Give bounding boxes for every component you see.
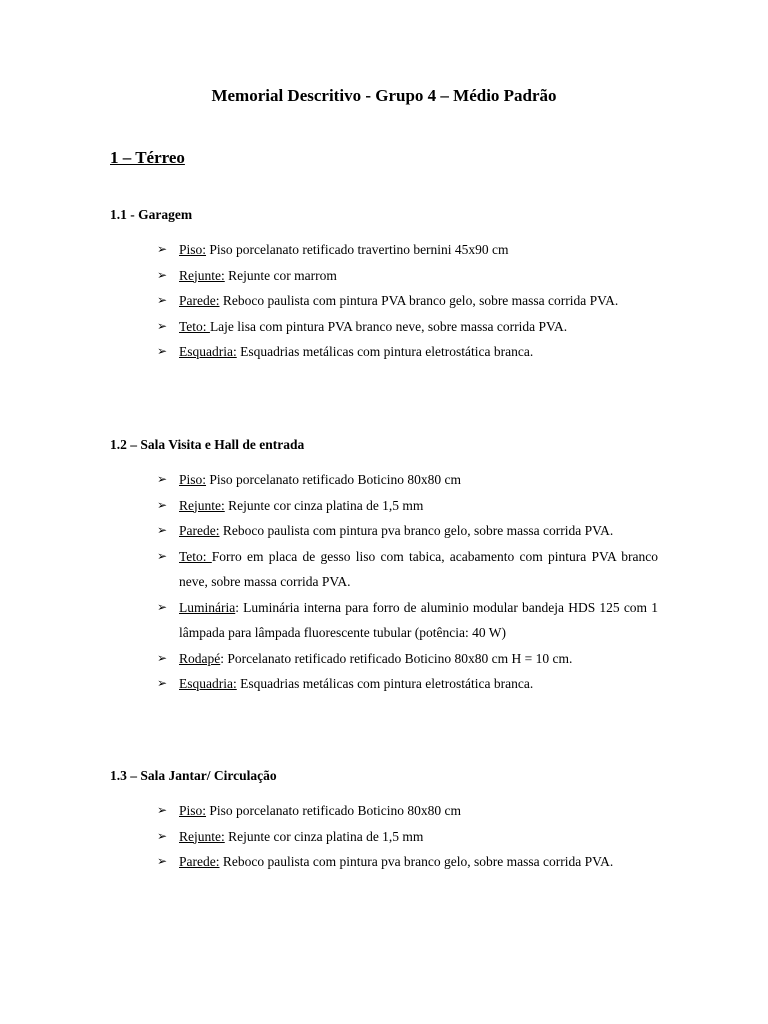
list-item	[157, 646, 658, 672]
arrowhead-bullet-icon: ➢	[157, 854, 168, 868]
arrowhead-bullet-icon: ➢	[157, 548, 168, 563]
item-text: Piso porcelanato retificado Boticino 80x80 cm	[206, 803, 461, 818]
list-item	[157, 798, 658, 824]
item-label: Piso:	[179, 472, 207, 487]
item-text: Rejunte cor cinza platina de 1,5 mm	[224, 497, 424, 513]
item-text: : Porcelanato retificado retificado Boticino 80x80 cm H = 10 cm.	[220, 650, 573, 666]
item-label: Rejunte:	[179, 828, 225, 844]
list-item	[157, 237, 658, 263]
list-item	[157, 518, 658, 544]
item-label: Rejunte:	[179, 267, 225, 283]
arrowhead-bullet-icon: ➢	[157, 293, 168, 307]
item-text: Laje lisa com pintura PVA branco neve, sobre massa corrida PVA.	[209, 318, 568, 334]
arrowhead-bullet-icon: ➢	[157, 242, 168, 256]
arrowhead-bullet-icon: ➢	[157, 344, 168, 358]
item-text: Piso porcelanato retificado Boticino 80x80 cm	[206, 472, 461, 487]
item-label: Parede:	[179, 293, 220, 308]
item-label: Piso:	[179, 803, 207, 818]
list-item	[157, 671, 658, 697]
item-label: Esquadria:	[179, 676, 237, 691]
section-list-sala-visita	[157, 467, 658, 697]
item-text: Forro em placa de gesso liso com tabica, acabamento com pintura PVA branco neve, sobre massa corrida PVA.	[179, 548, 658, 589]
item-text: Rejunte cor cinza platina de 1,5 mm	[224, 828, 424, 844]
item-text: Esquadrias metálicas com pintura eletrostática branca.	[236, 676, 534, 691]
item-label: Esquadria:	[179, 344, 237, 359]
list-item	[157, 288, 658, 314]
list-item	[157, 595, 658, 646]
arrowhead-bullet-icon: ➢	[157, 523, 168, 537]
item-label: Teto:	[179, 318, 210, 334]
item-text: Reboco paulista com pintura pva branco gelo, sobre massa corrida PVA.	[219, 854, 614, 869]
item-text: Reboco paulista com pintura PVA branco gelo, sobre massa corrida PVA.	[219, 293, 619, 308]
item-text: Reboco paulista com pintura pva branco gelo, sobre massa corrida PVA.	[219, 523, 614, 538]
item-label: Teto:	[179, 548, 212, 564]
list-item	[157, 314, 658, 340]
section-title-sala-jantar: 1.3 – Sala Jantar/ Circulação	[110, 768, 277, 783]
arrowhead-bullet-icon: ➢	[157, 650, 168, 665]
item-text: Esquadrias metálicas com pintura eletrostática branca.	[236, 344, 534, 359]
arrowhead-bullet-icon: ➢	[157, 497, 168, 512]
list-item	[157, 824, 658, 850]
document-title: Memorial Descritivo - Grupo 4 – Médio Padrão	[211, 86, 557, 105]
list-item	[157, 849, 658, 875]
item-label: Rejunte:	[179, 497, 225, 513]
item-label: Piso:	[179, 242, 207, 257]
section-list-garagem	[157, 237, 658, 365]
section-title-garagem: 1.1 - Garagem	[110, 207, 193, 222]
arrowhead-bullet-icon: ➢	[157, 803, 168, 817]
arrowhead-bullet-icon: ➢	[157, 318, 168, 333]
item-label: Parede:	[179, 854, 220, 869]
arrowhead-bullet-icon: ➢	[157, 267, 168, 282]
item-text: Piso porcelanato retificado travertino bernini 45x90 cm	[206, 242, 509, 257]
list-item	[157, 339, 658, 365]
arrowhead-bullet-icon: ➢	[157, 599, 168, 614]
item-label: Luminária	[179, 599, 236, 615]
section-title-sala-visita: 1.2 – Sala Visita e Hall de entrada	[110, 437, 305, 452]
list-item	[157, 544, 658, 595]
section-list-sala-jantar	[157, 798, 658, 875]
item-label: Parede:	[179, 523, 220, 538]
list-item	[157, 263, 658, 289]
arrowhead-bullet-icon: ➢	[157, 828, 168, 843]
item-text: : Luminária interna para forro de aluminio modular bandeja HDS 125 com 1 lâmpada para lâmpada fluorescente tubular (potência: 40 W)	[179, 599, 658, 640]
item-label: Rodapé	[179, 650, 221, 666]
arrowhead-bullet-icon: ➢	[157, 472, 168, 486]
item-text: Rejunte cor marrom	[224, 267, 337, 283]
list-item	[157, 467, 658, 493]
arrowhead-bullet-icon: ➢	[157, 676, 168, 690]
list-item	[157, 493, 658, 519]
chapter-title: 1 – Térreo	[110, 148, 185, 167]
